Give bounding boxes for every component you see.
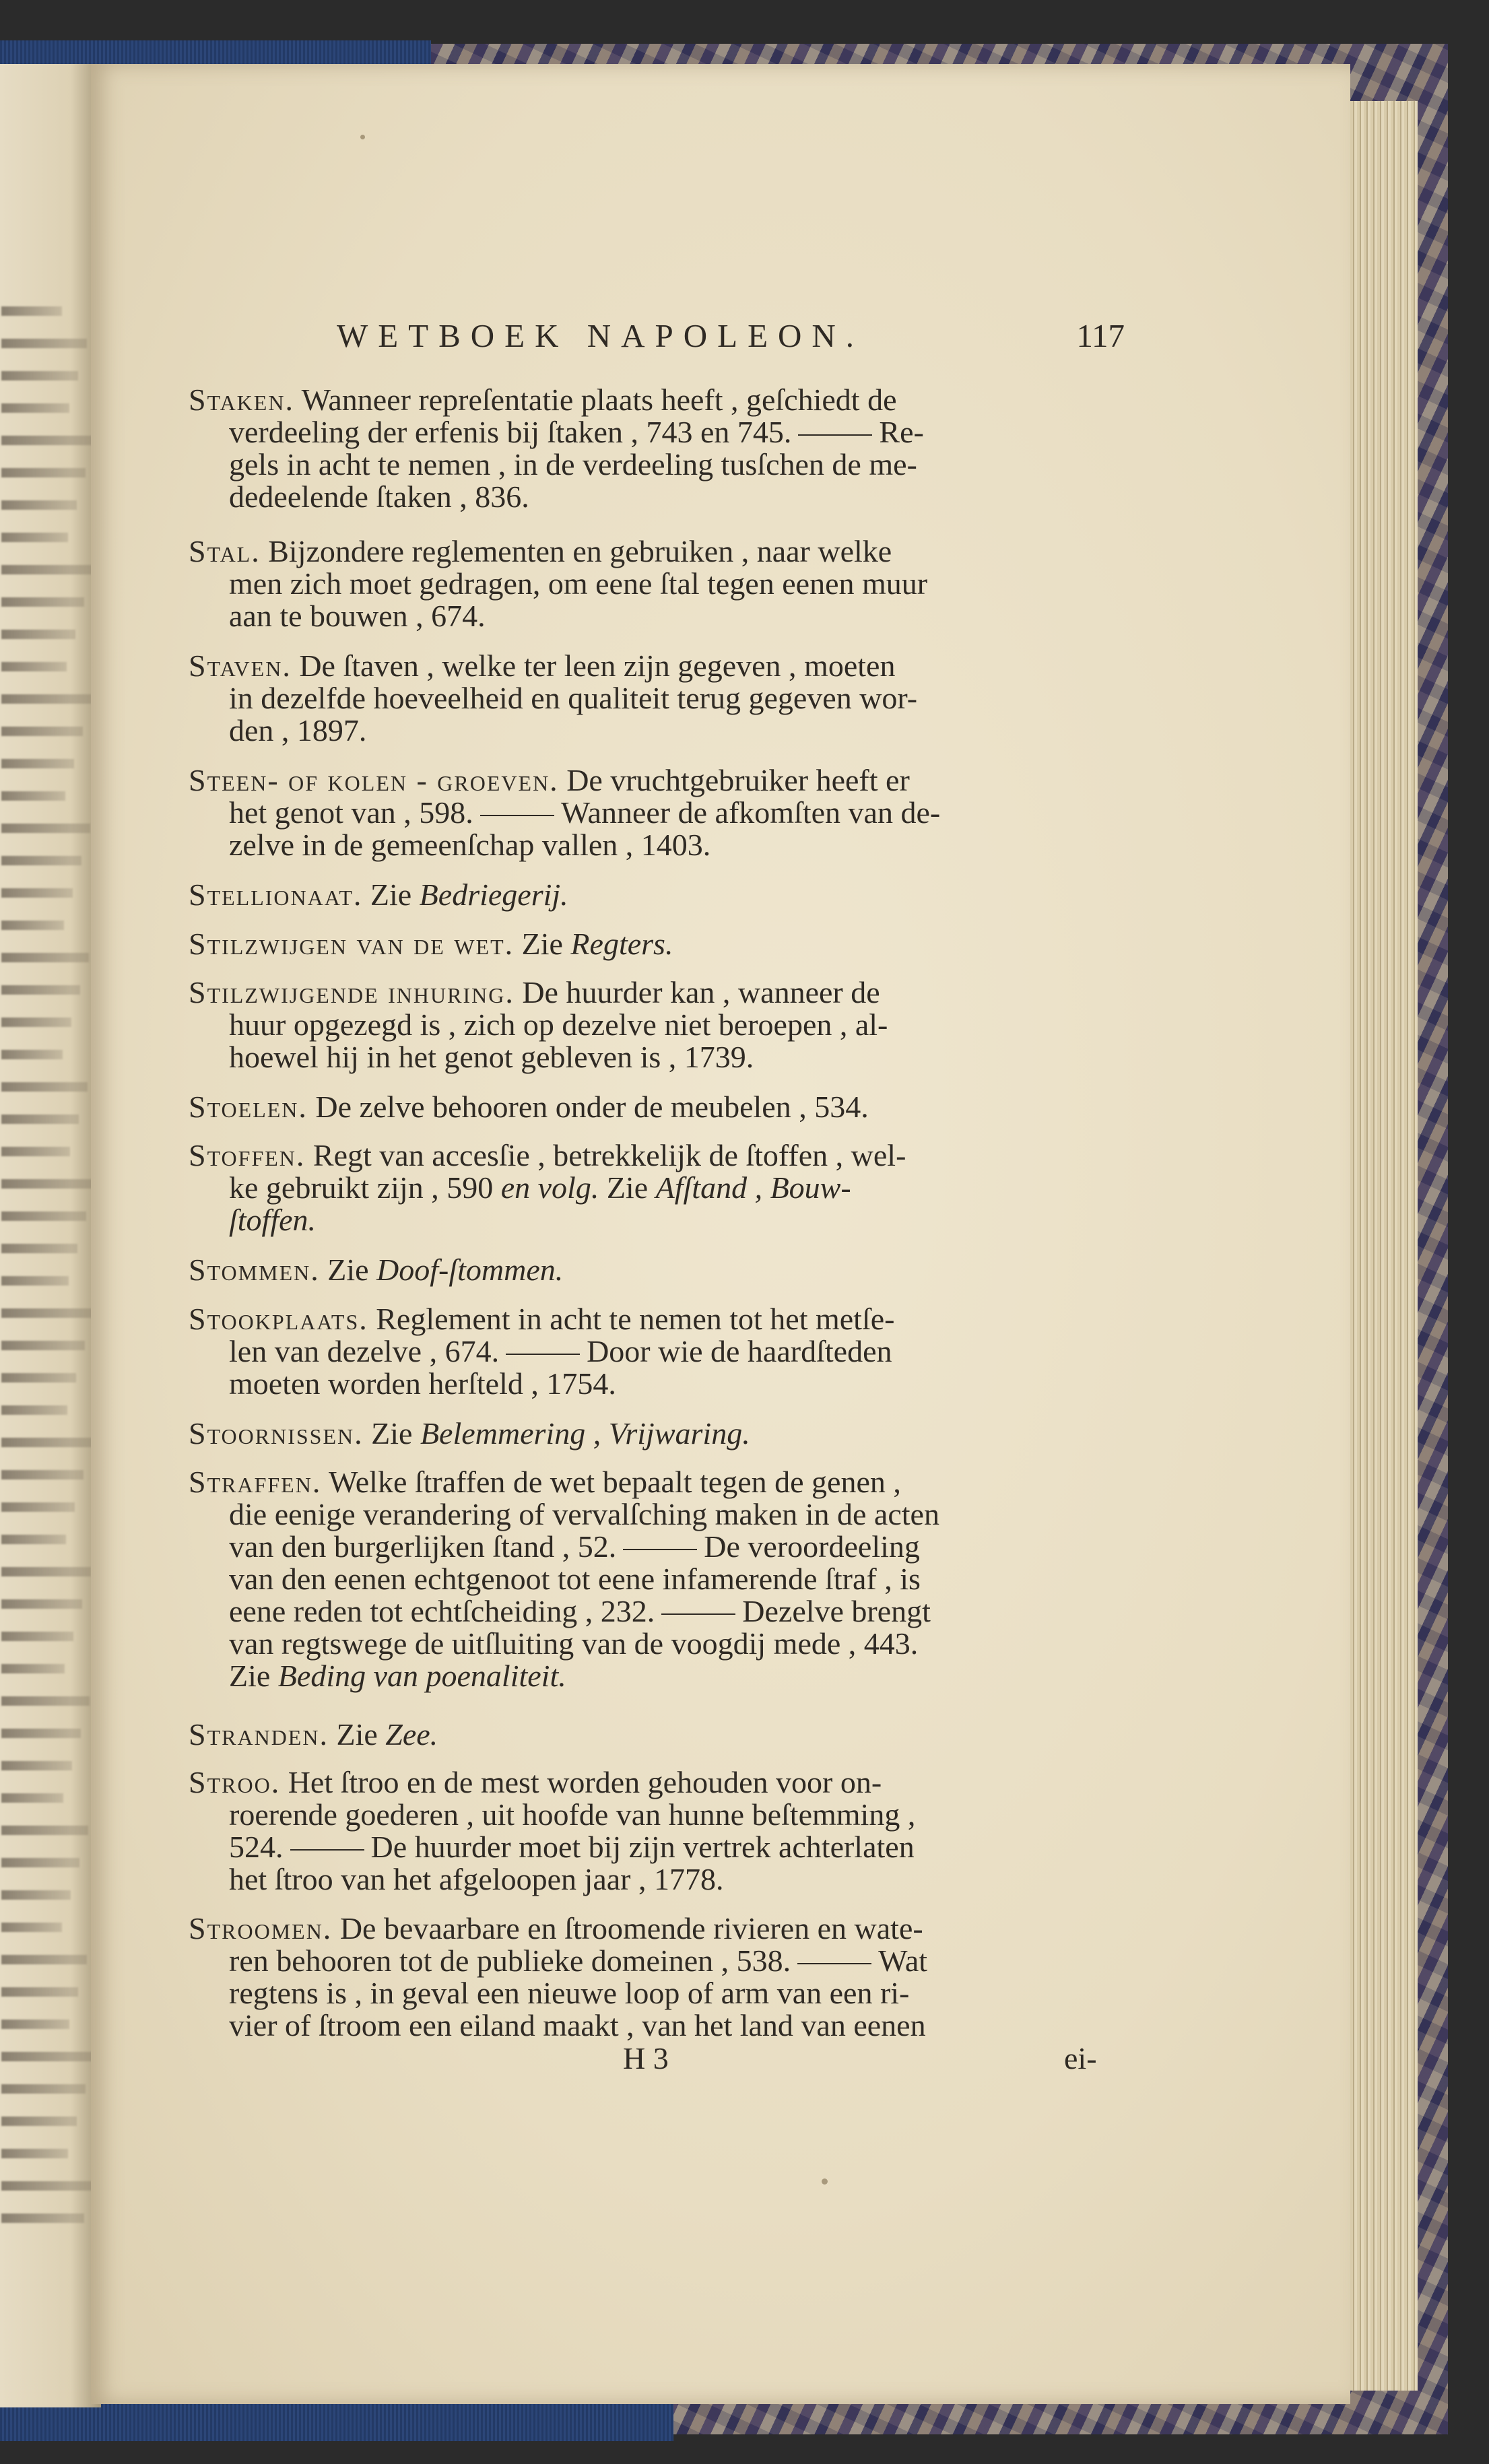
entry-text: gels in acht te nemen , in de verdeeling tusſchen de me- — [229, 447, 917, 481]
facing-page-text-line — [1, 1793, 63, 1803]
entry-text: Zie — [336, 1717, 378, 1752]
index-entry-stoornissen — [189, 1418, 1128, 1450]
facing-page-text-line — [1, 824, 90, 833]
index-entry-staven — [189, 650, 1128, 747]
facing-page-text-line — [1, 1050, 63, 1059]
index-entry-stal — [189, 535, 1128, 632]
index-entry-stoffen — [189, 1139, 1128, 1236]
dash-rule — [798, 434, 872, 436]
entry-text: den , 1897. — [229, 713, 367, 747]
facing-page-text-line — [1, 2117, 77, 2126]
facing-page-text-line — [1, 1761, 72, 1770]
page-number: 117 — [1076, 317, 1125, 354]
facing-page-fragment — [0, 64, 101, 2407]
facing-page-text-line — [1, 1244, 77, 1253]
entry-text: Wat — [878, 1943, 928, 1978]
facing-page-text-line — [1, 759, 74, 768]
entry-text: ke gebruikt zijn , 590 — [229, 1170, 494, 1205]
entry-text: van den eenen echtgenoot tot eene infamerende ſtraf , is — [229, 1562, 921, 1596]
entry-text: Zie — [370, 877, 412, 912]
dash-rule — [661, 1613, 735, 1615]
entry-text: De zelve behooren onder de meubelen , 534. — [315, 1090, 869, 1124]
index-entry-steen-groeven — [189, 764, 1128, 861]
facing-page-text-line — [1, 1729, 81, 1738]
facing-page-text-line — [1, 1535, 66, 1544]
entry-text: vier of ſtroom een eiland maakt , van het land van eenen — [229, 2008, 926, 2042]
facing-page-text-line — [1, 2213, 84, 2223]
facing-page-text-line — [1, 1470, 84, 1479]
facing-page-text-line — [1, 1179, 95, 1189]
dash-rule — [480, 815, 554, 816]
entry-text: roerende goederen , uit hoofde van hunne beſtemming , — [229, 1797, 916, 1832]
facing-page-text-line — [1, 1890, 71, 1900]
facing-page-text-line — [1, 2181, 93, 2191]
entry-text: verdeeling der erfenis bij ſtaken , 743 en 745. — [229, 415, 792, 449]
index-entry-staken — [189, 384, 1128, 513]
facing-page-text-line — [1, 888, 73, 898]
facing-page-text-line — [1, 1308, 94, 1318]
facing-page-text-line — [1, 1599, 82, 1609]
entry-text: men zich moet gedragen, om eene ſtal tegen eenen muur — [229, 566, 928, 601]
foxing-spot — [360, 135, 365, 139]
facing-page-text-line — [1, 985, 80, 995]
cross-reference: Regters. — [570, 927, 673, 961]
facing-page-text-line — [1, 1018, 71, 1027]
headword: Steen- of kolen - groeven. — [189, 763, 559, 797]
entry-text: zelve in de gemeenſchap vallen , 1403. — [229, 828, 711, 862]
headword: Stommen. — [189, 1253, 320, 1287]
facing-page-text-line — [1, 500, 77, 510]
running-head — [337, 317, 1131, 364]
entry-text: De bevaarbare en ſtroomende rivieren en wate- — [339, 1911, 923, 1945]
entry-text: hoewel hij in het genot gebleven is , 1739. — [229, 1040, 754, 1074]
index-entry-stommen — [189, 1254, 1128, 1286]
facing-page-text-line — [1, 1438, 92, 1447]
headword: Straffen. — [189, 1465, 322, 1499]
headword: Stroomen. — [189, 1911, 333, 1945]
facing-page-text-line — [1, 1696, 90, 1706]
entry-text: het ſtroo van het afgeloopen jaar , 1778. — [229, 1862, 724, 1896]
index-entry-stellionaat — [189, 879, 1128, 911]
entry-text: aan te bouwen , 674. — [229, 599, 486, 633]
index-entry-stroomen — [189, 1912, 1128, 2042]
entry-text: Zie — [521, 927, 563, 961]
facing-page-text-line — [1, 565, 93, 574]
facing-page-text-line — [1, 306, 62, 316]
facing-page-text-line — [1, 403, 69, 413]
facing-page-text-line — [1, 662, 67, 671]
cross-reference: Zee. — [385, 1717, 438, 1752]
dash-rule — [506, 1354, 580, 1355]
facing-page-text-line — [1, 1858, 79, 1867]
facing-page-text-line — [1, 1405, 67, 1415]
headword: Stal. — [189, 534, 261, 568]
entry-text: Welke ſtraffen de wet bepaalt tegen de genen , — [329, 1465, 901, 1499]
facing-page-text-line — [1, 727, 83, 736]
facing-page-text-line — [1, 2149, 68, 2158]
entry-text: regtens is , in geval een nieuwe loop of arm van een ri- — [229, 1976, 910, 2010]
entry-text: De ſtaven , welke ter leen zijn gegeven , moeten — [299, 648, 896, 683]
facing-page-text-line — [1, 339, 87, 348]
headword: Stoelen. — [189, 1090, 308, 1124]
facing-page-text-line — [1, 371, 78, 380]
entry-text: De huurder moet bij zijn vertrek achterlaten — [370, 1830, 915, 1864]
dash-rule — [290, 1849, 364, 1851]
headword: Stoffen. — [189, 1138, 306, 1172]
facing-page-text-line — [1, 921, 64, 930]
entry-text: het genot van , 598. — [229, 795, 473, 830]
headword: Stellionaat. — [189, 877, 363, 912]
facing-page-text-line — [1, 468, 86, 477]
foxing-spot — [822, 2178, 828, 2185]
cross-reference: Afſtand , Bouw- — [655, 1170, 851, 1205]
headword: Stilzwijgen van de wet. — [189, 927, 515, 961]
entry-text: huur opgezegd is , zich op dezelve niet beroepen , al- — [229, 1007, 888, 1042]
entry-text: eene reden tot echtſcheiding , 232. — [229, 1594, 655, 1628]
cross-reference: Beding van poenaliteit. — [277, 1659, 566, 1693]
facing-page-text-line — [1, 1664, 65, 1673]
dash-rule — [623, 1549, 697, 1550]
facing-page-text-line — [1, 856, 81, 865]
entry-text: die eenige verandering of vervalſching maken in de acten — [229, 1497, 939, 1531]
entry-text: Regt van accesſie , betrekkelijk de ſtoffen , wel- — [312, 1138, 906, 1172]
index-entry-stranden — [189, 1719, 1128, 1751]
facing-page-text-line — [1, 1567, 91, 1576]
facing-page-text-line — [1, 953, 89, 962]
cross-reference: Bedriegerij. — [419, 877, 568, 912]
entry-text: Wanneer repreſentatie plaats heeft , geſchiedt de — [301, 382, 897, 417]
facing-page-text-line — [1, 436, 94, 445]
facing-page-text-line — [1, 1211, 86, 1221]
index-entry-stoelen — [189, 1091, 1128, 1123]
cross-reference: ſtoffen. — [229, 1203, 317, 1237]
entry-text: Zie — [371, 1416, 413, 1451]
facing-page-text-line — [1, 1341, 85, 1350]
entry-text: Door wie de haardſteden — [587, 1334, 892, 1368]
facing-page-text-line — [1, 630, 75, 639]
entry-text: len van dezelve , 674. — [229, 1334, 500, 1368]
entry-text: Zie — [229, 1659, 271, 1693]
facing-page-text-line — [1, 1147, 70, 1156]
entry-text-italic: en volg. — [500, 1170, 599, 1205]
facing-page-text-line — [1, 533, 68, 542]
entry-text: Het ſtroo en de mest worden gehouden voor on- — [288, 1765, 882, 1799]
entry-text: dedeelende ſtaken , 836. — [229, 479, 529, 514]
entry-text: Dezelve brengt — [742, 1594, 931, 1628]
facing-page-text-line — [1, 694, 92, 704]
headword: Staken. — [189, 382, 294, 417]
facing-page-text-line — [1, 2052, 94, 2061]
entry-text: Reglement in acht te nemen tot het metſe- — [376, 1302, 895, 1336]
facing-page-text-line — [1, 1502, 75, 1512]
facing-page-text-line — [1, 1923, 62, 1932]
entry-text: 524. — [229, 1830, 284, 1864]
index-entry-stroo — [189, 1766, 1128, 1896]
facing-page-text-line — [1, 1114, 79, 1124]
headword: Stoornissen. — [189, 1416, 364, 1451]
headword: Stookplaats. — [189, 1302, 368, 1336]
index-entry-stilzwijgen — [189, 928, 1128, 960]
cross-reference: Belemmering , Vrijwaring. — [420, 1416, 750, 1451]
facing-page-text-line — [1, 1987, 78, 1997]
entry-text: van den burgerlijken ſtand , 52. — [229, 1529, 617, 1564]
entry-text: De vruchtgebruiker heeft er — [566, 763, 910, 797]
facing-page-text-line — [1, 1955, 87, 1964]
entry-text: Wanneer de afkomſten van de- — [560, 795, 941, 830]
index-entry-stookplaats — [189, 1303, 1128, 1400]
headword: Stroo. — [189, 1765, 281, 1799]
entry-text: Re- — [879, 415, 924, 449]
facing-page-text-line — [1, 1276, 69, 1286]
signature-mark: H 3 — [623, 2041, 669, 2075]
running-title: WETBOEK NAPOLEON. — [337, 317, 865, 354]
entry-text: Zie — [327, 1253, 369, 1287]
entry-text: moeten worden herſteld , 1754. — [229, 1366, 616, 1401]
facing-page-text-line — [1, 1373, 76, 1383]
entry-text: De huurder kan , wanneer de — [522, 975, 880, 1009]
headword: Stranden. — [189, 1717, 329, 1752]
facing-page-text-line — [1, 2084, 86, 2094]
facing-page-text-line — [1, 791, 65, 801]
entry-text: Bijzondere reglementen en gebruiken , naar welke — [268, 534, 892, 568]
cross-reference: Doof-ſtommen. — [376, 1253, 564, 1287]
facing-page-text-line — [1, 597, 84, 607]
entry-text: De veroordeeling — [704, 1529, 920, 1564]
dash-rule — [797, 1963, 871, 1964]
headword: Staven. — [189, 648, 292, 683]
facing-page-text-line — [1, 2020, 69, 2029]
facing-page-text-line — [1, 1826, 88, 1835]
entry-text: ren behooren tot de publieke domeinen , 538. — [229, 1943, 791, 1978]
index-entry-straffen — [189, 1466, 1128, 1692]
index-entry-stilzwijgende-inhuring — [189, 976, 1128, 1073]
facing-page-text-line — [1, 1632, 73, 1641]
entry-text: van regtswege de uitſluiting van de voogdij mede , 443. — [229, 1626, 919, 1661]
catchword: ei- — [1064, 2041, 1097, 2075]
facing-page-text-line — [1, 1082, 88, 1092]
entry-text: in dezelfde hoeveelheid en qualiteit terug gegeven wor- — [229, 681, 918, 715]
entry-text: Zie — [606, 1170, 649, 1205]
headword: Stilzwijgende inhuring. — [189, 975, 515, 1009]
